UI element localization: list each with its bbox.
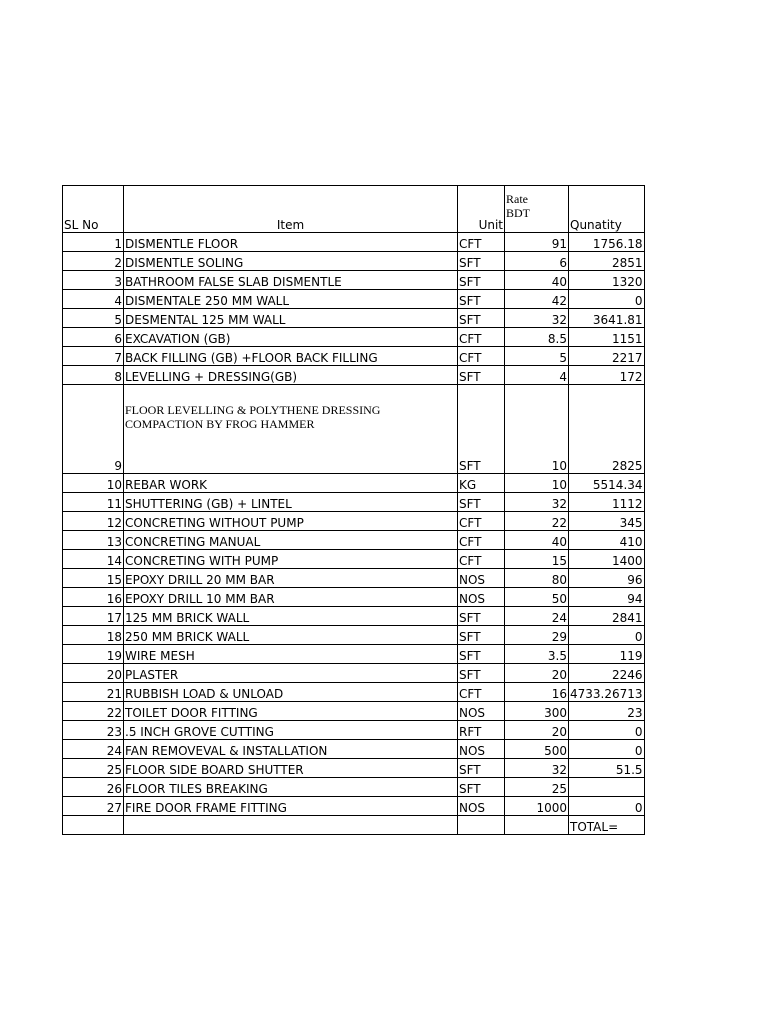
cell-item[interactable]: BACK FILLING (GB) +FLOOR BACK FILLING <box>124 347 458 366</box>
header-item[interactable]: Item <box>124 186 458 233</box>
cell-rate[interactable]: 80 <box>505 569 569 588</box>
table-row <box>63 328 645 347</box>
cell-rate[interactable]: 500 <box>505 740 569 759</box>
cell-item[interactable]: TOILET DOOR FITTING <box>124 702 458 721</box>
cell-quantity[interactable]: 0 <box>569 797 645 816</box>
cell-quantity[interactable] <box>569 778 645 797</box>
header-unit[interactable]: Unit <box>458 186 505 233</box>
cell-rate[interactable]: 300 <box>505 702 569 721</box>
table-row <box>63 569 645 588</box>
table-row <box>63 233 645 252</box>
table-row <box>63 626 645 645</box>
cell-quantity[interactable]: 3641.81 <box>569 309 645 328</box>
cell-item[interactable]: DISMENTLE FLOOR <box>124 233 458 252</box>
cell-unit[interactable]: SFT <box>458 607 505 626</box>
cell-quantity[interactable]: 2246 <box>569 664 645 683</box>
cell-unit[interactable]: SFT <box>458 493 505 512</box>
cell-unit[interactable]: NOS <box>458 702 505 721</box>
cell-unit[interactable]: SFT <box>458 252 505 271</box>
header-row <box>63 186 645 233</box>
cell-item[interactable]: DISMENTLE SOLING <box>124 252 458 271</box>
cell-quantity[interactable]: 4733.26713 <box>569 683 645 702</box>
cell-unit[interactable]: NOS <box>458 588 505 607</box>
table-row <box>63 385 645 474</box>
cell-sl-no[interactable]: 5 <box>63 309 124 328</box>
table-row <box>63 645 645 664</box>
cell-item[interactable] <box>124 385 458 474</box>
cell-quantity[interactable]: 51.5 <box>569 759 645 778</box>
header-rate-line1: Rate <box>506 192 528 206</box>
cell-rate[interactable]: 6 <box>505 252 569 271</box>
total-empty-cell[interactable] <box>505 816 569 835</box>
cell-rate[interactable]: 24 <box>505 607 569 626</box>
cell-rate[interactable]: 50 <box>505 588 569 607</box>
cell-rate[interactable]: 5 <box>505 347 569 366</box>
cell-quantity[interactable]: 345 <box>569 512 645 531</box>
cell-rate[interactable]: 8.5 <box>505 328 569 347</box>
cell-quantity[interactable]: 23 <box>569 702 645 721</box>
cell-unit[interactable]: SFT <box>458 366 505 385</box>
table-row <box>63 588 645 607</box>
table-row <box>63 290 645 309</box>
cell-sl-no[interactable]: 19 <box>63 645 124 664</box>
table-row <box>63 309 645 328</box>
cell-sl-no[interactable]: 25 <box>63 759 124 778</box>
cell-sl-no[interactable]: 23 <box>63 721 124 740</box>
cell-rate[interactable]: 32 <box>505 309 569 328</box>
cell-quantity[interactable]: 1320 <box>569 271 645 290</box>
cell-unit[interactable]: NOS <box>458 569 505 588</box>
cell-quantity[interactable]: 2217 <box>569 347 645 366</box>
cell-unit[interactable]: CFT <box>458 512 505 531</box>
table-row <box>63 759 645 778</box>
table-row <box>63 721 645 740</box>
cell-sl-no[interactable]: 7 <box>63 347 124 366</box>
cell-unit[interactable]: CFT <box>458 328 505 347</box>
cell-unit[interactable]: CFT <box>458 550 505 569</box>
cell-rate[interactable]: 20 <box>505 721 569 740</box>
cell-item[interactable]: 250 MM BRICK WALL <box>124 626 458 645</box>
cell-sl-no[interactable]: 16 <box>63 588 124 607</box>
table-row <box>63 474 645 493</box>
cell-quantity[interactable]: 2851 <box>569 252 645 271</box>
cell-sl-no[interactable]: 13 <box>63 531 124 550</box>
cell-rate[interactable]: 32 <box>505 493 569 512</box>
cell-rate[interactable]: 10 <box>505 385 569 474</box>
cell-rate[interactable]: 15 <box>505 550 569 569</box>
cell-quantity[interactable]: 1756.18 <box>569 233 645 252</box>
total-empty-cell[interactable] <box>124 816 458 835</box>
cell-rate[interactable]: 29 <box>505 626 569 645</box>
cell-item[interactable]: FLOOR SIDE BOARD SHUTTER <box>124 759 458 778</box>
cell-item[interactable]: DISMENTALE 250 MM WALL <box>124 290 458 309</box>
cell-quantity[interactable]: 172 <box>569 366 645 385</box>
cell-quantity[interactable]: 1112 <box>569 493 645 512</box>
cell-rate[interactable]: 42 <box>505 290 569 309</box>
cell-sl-no[interactable]: 26 <box>63 778 124 797</box>
cell-item[interactable]: DESMENTAL 125 MM WALL <box>124 309 458 328</box>
cell-sl-no[interactable]: 1 <box>63 233 124 252</box>
cell-item-text: FLOOR LEVELLING & POLYTHENE DRESSING COMPACTION BY FROG HAMMER <box>125 403 381 431</box>
cell-item[interactable]: BATHROOM FALSE SLAB DISMENTLE <box>124 271 458 290</box>
cell-quantity[interactable]: 2841 <box>569 607 645 626</box>
table-row <box>63 683 645 702</box>
cell-item[interactable]: EXCAVATION (GB) <box>124 328 458 347</box>
cell-unit[interactable]: SFT <box>458 778 505 797</box>
cell-sl-no[interactable]: 21 <box>63 683 124 702</box>
cell-item[interactable]: PLASTER <box>124 664 458 683</box>
cell-item[interactable]: WIRE MESH <box>124 645 458 664</box>
cell-rate[interactable]: 91 <box>505 233 569 252</box>
cell-sl-no[interactable]: 3 <box>63 271 124 290</box>
table-row <box>63 252 645 271</box>
cell-quantity[interactable]: 1400 <box>569 550 645 569</box>
table-row <box>63 702 645 721</box>
cell-unit[interactable]: CFT <box>458 531 505 550</box>
cell-rate[interactable]: 32 <box>505 759 569 778</box>
cell-sl-no[interactable]: 18 <box>63 626 124 645</box>
cell-rate[interactable]: 40 <box>505 271 569 290</box>
cell-quantity[interactable]: 119 <box>569 645 645 664</box>
cell-item[interactable]: .5 INCH GROVE CUTTING <box>124 721 458 740</box>
cell-sl-no[interactable]: 22 <box>63 702 124 721</box>
cell-sl-no[interactable]: 2 <box>63 252 124 271</box>
cell-sl-no[interactable]: 6 <box>63 328 124 347</box>
cell-sl-no[interactable]: 12 <box>63 512 124 531</box>
table-row <box>63 740 645 759</box>
cell-quantity[interactable]: 0 <box>569 626 645 645</box>
cell-sl-no[interactable]: 27 <box>63 797 124 816</box>
total-row <box>63 816 645 835</box>
table-row <box>63 531 645 550</box>
cell-sl-no[interactable]: 11 <box>63 493 124 512</box>
cell-item[interactable]: FAN REMOVEVAL & INSTALLATION <box>124 740 458 759</box>
cell-quantity[interactable]: 0 <box>569 740 645 759</box>
total-empty-cell[interactable] <box>458 816 505 835</box>
boq-table <box>62 185 645 835</box>
header-rate[interactable] <box>505 186 569 233</box>
header-sl-no[interactable]: SL No <box>63 186 124 233</box>
table-row <box>63 493 645 512</box>
cell-quantity[interactable]: 94 <box>569 588 645 607</box>
table-row <box>63 347 645 366</box>
cell-item[interactable]: RUBBISH LOAD & UNLOAD <box>124 683 458 702</box>
table-row <box>63 512 645 531</box>
cell-rate[interactable]: 22 <box>505 512 569 531</box>
cell-quantity[interactable]: 410 <box>569 531 645 550</box>
cell-unit[interactable]: SFT <box>458 290 505 309</box>
cell-sl-no[interactable]: 10 <box>63 474 124 493</box>
table-row <box>63 797 645 816</box>
table-row <box>63 607 645 626</box>
cell-quantity[interactable]: 2825 <box>569 385 645 474</box>
cell-item[interactable]: LEVELLING + DRESSING(GB) <box>124 366 458 385</box>
cell-sl-no[interactable]: 9 <box>63 385 124 474</box>
cell-rate[interactable]: 16 <box>505 683 569 702</box>
cell-rate[interactable]: 40 <box>505 531 569 550</box>
cell-rate[interactable]: 4 <box>505 366 569 385</box>
cell-sl-no[interactable]: 17 <box>63 607 124 626</box>
cell-item[interactable]: EPOXY DRILL 20 MM BAR <box>124 569 458 588</box>
cell-unit[interactable]: NOS <box>458 740 505 759</box>
cell-item[interactable]: EPOXY DRILL 10 MM BAR <box>124 588 458 607</box>
cell-unit[interactable]: CFT <box>458 233 505 252</box>
cell-unit[interactable]: SFT <box>458 645 505 664</box>
table-row <box>63 366 645 385</box>
cell-rate[interactable]: 10 <box>505 474 569 493</box>
cell-item[interactable]: 125 MM BRICK WALL <box>124 607 458 626</box>
cell-unit[interactable]: SFT <box>458 626 505 645</box>
cell-unit[interactable]: SFT <box>458 271 505 290</box>
cell-item[interactable]: FIRE DOOR FRAME FITTING <box>124 797 458 816</box>
cell-rate[interactable]: 20 <box>505 664 569 683</box>
cell-quantity[interactable]: 0 <box>569 290 645 309</box>
cell-unit[interactable]: SFT <box>458 759 505 778</box>
cell-unit[interactable]: SFT <box>458 309 505 328</box>
table-row <box>63 664 645 683</box>
cell-unit[interactable]: SFT <box>458 664 505 683</box>
cell-unit[interactable]: NOS <box>458 797 505 816</box>
cell-sl-no[interactable]: 8 <box>63 366 124 385</box>
cell-rate[interactable]: 25 <box>505 778 569 797</box>
cell-quantity[interactable]: 5514.34 <box>569 474 645 493</box>
cell-quantity[interactable]: 96 <box>569 569 645 588</box>
cell-item[interactable]: FLOOR TILES BREAKING <box>124 778 458 797</box>
cell-item[interactable]: CONCRETING WITHOUT PUMP <box>124 512 458 531</box>
cell-item[interactable]: SHUTTERING (GB) + LINTEL <box>124 493 458 512</box>
cell-unit[interactable]: SFT <box>458 385 505 474</box>
table-row <box>63 778 645 797</box>
cell-sl-no[interactable]: 14 <box>63 550 124 569</box>
cell-unit[interactable]: CFT <box>458 683 505 702</box>
header-rate-line2: BDT <box>506 206 530 220</box>
table-row <box>63 550 645 569</box>
cell-sl-no[interactable]: 4 <box>63 290 124 309</box>
cell-sl-no[interactable]: 15 <box>63 569 124 588</box>
cell-sl-no[interactable]: 24 <box>63 740 124 759</box>
cell-item[interactable]: CONCRETING WITH PUMP <box>124 550 458 569</box>
cell-rate[interactable]: 3.5 <box>505 645 569 664</box>
cell-unit[interactable]: RFT <box>458 721 505 740</box>
cell-item[interactable]: CONCRETING MANUAL <box>124 531 458 550</box>
header-quantity[interactable]: Qunatity <box>569 186 645 233</box>
cell-quantity[interactable]: 1151 <box>569 328 645 347</box>
total-empty-cell[interactable] <box>63 816 124 835</box>
cell-item[interactable]: REBAR WORK <box>124 474 458 493</box>
cell-rate[interactable]: 1000 <box>505 797 569 816</box>
total-label[interactable]: TOTAL= <box>569 816 645 835</box>
table-row <box>63 271 645 290</box>
cell-unit[interactable]: KG <box>458 474 505 493</box>
cell-unit[interactable]: CFT <box>458 347 505 366</box>
cell-sl-no[interactable]: 20 <box>63 664 124 683</box>
cell-quantity[interactable]: 0 <box>569 721 645 740</box>
